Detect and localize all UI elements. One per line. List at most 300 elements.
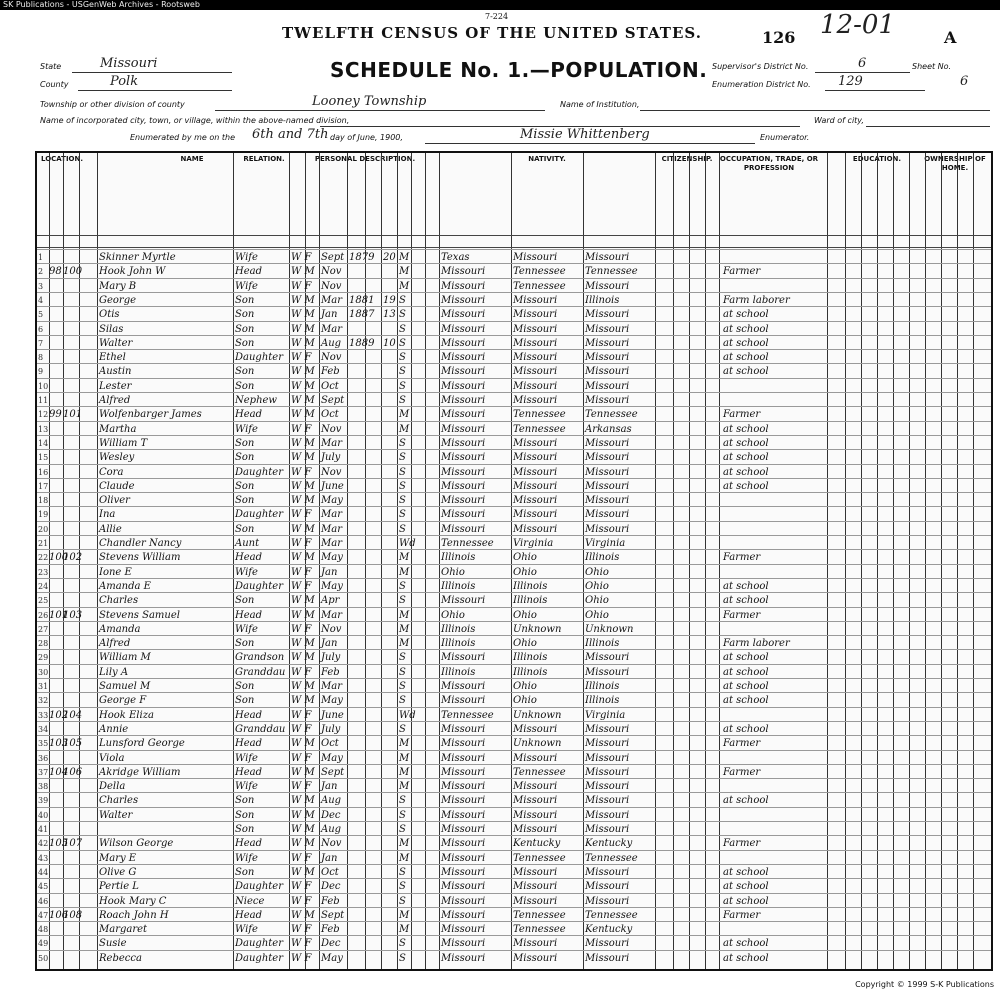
cell-cond: S	[399, 652, 406, 664]
cell-bp: Missouri	[441, 781, 486, 793]
cell-race: W M	[291, 681, 315, 692]
date-value: 6th and 7th	[252, 127, 329, 142]
cell-cond: M	[399, 852, 410, 864]
cell-race: W M	[291, 495, 315, 507]
header-location: LOCATION.	[41, 155, 84, 163]
row-number: 28	[38, 639, 49, 649]
watermark-text: SK Publications - USGenWeb Archives - Rootsweb	[3, 0, 200, 9]
row-number: 41	[38, 825, 49, 834]
cell-race: W F	[291, 752, 312, 764]
cell-race: W F	[291, 952, 312, 964]
cell-fbp: Missouri	[513, 495, 558, 507]
cell-occ: at school	[723, 952, 769, 964]
cell-cond: S	[399, 395, 406, 406]
cell-rel: Wife	[235, 781, 258, 793]
cell-fbp: Unknown	[513, 623, 562, 635]
cell-bp: Missouri	[441, 766, 486, 778]
cell-mo: Aug	[321, 337, 342, 349]
cell-bp: Missouri	[441, 466, 486, 478]
cell-bp: Missouri	[441, 866, 486, 878]
cell-mbp: Ohio	[585, 609, 609, 621]
cell-mo: Aug	[321, 824, 342, 835]
cell-mo: Mar	[321, 294, 342, 306]
cell-mbp: Missouri	[585, 752, 630, 764]
cell-bp: Missouri	[441, 437, 486, 449]
cell-name: Ina	[99, 509, 116, 521]
cell-cond: M	[399, 623, 410, 635]
cell-mbp: Illinois	[585, 552, 620, 564]
cell-mo: Sept	[321, 395, 345, 406]
day-of-label: day of June, 1900,	[330, 133, 403, 142]
cell-mbp: Kentucky	[585, 924, 633, 936]
cell-cond: Wd	[399, 538, 416, 549]
header-relation: RELATION.	[243, 155, 285, 163]
cell-mbp: Missouri	[585, 309, 630, 321]
cell-occ: at school	[723, 938, 769, 950]
cell-fbp: Missouri	[513, 294, 558, 306]
row-number: 9	[38, 367, 44, 377]
cell-cond: M	[399, 738, 410, 750]
cell-rel: Wife	[235, 566, 258, 578]
cell-bp: Missouri	[441, 309, 486, 321]
cell-bp: Missouri	[441, 809, 486, 821]
cell-rel: Head	[235, 909, 263, 921]
cell-race: W M	[291, 824, 315, 835]
cell-mbp: Missouri	[585, 323, 630, 335]
cell-mbp: Illinois	[585, 294, 620, 306]
copyright-notice: Copyright © 1999 S-K Publications	[855, 980, 994, 989]
cell-fbp: Missouri	[513, 309, 558, 321]
cell-name: William T	[99, 437, 148, 449]
cell-mo: Nov	[321, 838, 342, 850]
cell-race: W F	[291, 938, 312, 950]
cell-name: Cora	[99, 466, 124, 478]
cell-bp: Missouri	[441, 280, 486, 292]
cell-rel: Son	[235, 809, 255, 821]
cell-mo: Oct	[321, 738, 339, 750]
cell-cond: S	[399, 352, 406, 364]
cell-mo: May	[321, 495, 343, 507]
cell-rel: Daughter	[235, 509, 283, 521]
cell-mbp: Missouri	[585, 809, 630, 821]
cell-race: W M	[291, 638, 315, 650]
cell-mo: Jan	[321, 309, 338, 321]
cell-cond: S	[399, 480, 406, 492]
cell-fbp: Ohio	[513, 566, 537, 578]
cell-mo: Dec	[321, 938, 341, 950]
cell-fbp: Missouri	[513, 466, 558, 478]
row-number: 20	[38, 524, 49, 534]
cell-rel: Granddau	[235, 723, 286, 735]
cell-race: W M	[291, 337, 315, 349]
header-ownership: OWNERSHIP OF HOME.	[924, 155, 986, 172]
cell-fbp: Missouri	[513, 437, 558, 449]
cell-mo: Sept	[321, 909, 345, 921]
cell-occ: at school	[723, 366, 769, 378]
cell-rel: Daughter	[235, 938, 283, 950]
cell-bp: Ohio	[441, 609, 465, 621]
row-number: 21	[38, 539, 49, 548]
cell-occ: Farm laborer	[723, 294, 790, 306]
cell-cond: S	[399, 723, 406, 735]
cell-fbp: Missouri	[513, 366, 558, 378]
census-title: TWELFTH CENSUS OF THE UNITED STATES.	[282, 24, 702, 42]
cell-bp: Missouri	[441, 409, 486, 421]
page-number: 126	[762, 28, 796, 47]
row-number: 8	[38, 353, 44, 363]
cell-race: W F	[291, 509, 312, 521]
cell-cond: S	[399, 466, 406, 478]
cell-name: Hook Eliza	[99, 709, 154, 721]
cell-mo: Mar	[321, 681, 342, 692]
cell-fbp: Tennessee	[513, 266, 566, 278]
cell-fbp: Missouri	[513, 523, 558, 535]
cell-fbp: Missouri	[513, 723, 558, 735]
cell-rel: Granddau	[235, 666, 286, 678]
cell-age: 10	[383, 337, 396, 349]
cell-bp: Missouri	[441, 795, 486, 807]
cell-name: Austin	[99, 366, 132, 378]
row-number: 43	[38, 853, 49, 863]
cell-bp: Missouri	[441, 509, 486, 521]
cell-cond: M	[399, 909, 410, 921]
cell-fbp: Tennessee	[513, 280, 566, 292]
cell-bp: Tennessee	[441, 709, 494, 721]
table-row	[37, 950, 991, 967]
row-number: 47	[38, 910, 49, 920]
cell-cond: S	[399, 509, 406, 521]
cell-bp: Missouri	[441, 752, 486, 764]
cell-mo: July	[321, 652, 341, 664]
cell-fbp: Tennessee	[513, 409, 566, 421]
cell-race: W M	[291, 294, 315, 306]
row-number: 3	[38, 281, 44, 291]
cell-mo: June	[321, 480, 344, 492]
cell-name: Silas	[99, 323, 124, 335]
cell-bp: Tennessee	[441, 538, 494, 549]
cell-mbp: Arkansas	[585, 423, 632, 435]
row-number: 35	[38, 739, 49, 749]
cell-name: Hook John W	[99, 266, 166, 278]
cell-occ: Farmer	[723, 838, 761, 850]
cell-bp: Missouri	[441, 266, 486, 278]
cell-dw: 100	[49, 552, 69, 564]
cell-mbp: Missouri	[585, 523, 630, 535]
cell-rel: Head	[235, 266, 263, 278]
cell-bp: Missouri	[441, 452, 486, 464]
cell-race: W M	[291, 380, 315, 392]
cell-race: W F	[291, 881, 312, 893]
cell-bp: Illinois	[441, 580, 476, 592]
cell-name: Roach John H	[99, 909, 169, 921]
cell-mbp: Missouri	[585, 337, 630, 349]
cell-rel: Daughter	[235, 952, 283, 964]
cell-cond: M	[399, 252, 410, 263]
cell-occ: at school	[723, 580, 769, 592]
cell-fbp: Unknown	[513, 709, 562, 721]
cell-mbp: Missouri	[585, 824, 630, 835]
cell-fbp: Missouri	[513, 866, 558, 878]
cell-bp: Missouri	[441, 681, 486, 692]
schedule-title: SCHEDULE No. 1.—POPULATION.	[330, 58, 708, 82]
cell-mo: Mar	[321, 523, 342, 535]
row-number: 1	[38, 253, 44, 262]
census-table	[35, 151, 993, 971]
cell-bp: Illinois	[441, 638, 476, 650]
cell-occ: at school	[723, 423, 769, 435]
cell-race: W F	[291, 623, 312, 635]
cell-occ: at school	[723, 895, 769, 907]
cell-race: W M	[291, 795, 315, 807]
cell-name: Alfred	[99, 638, 131, 650]
cell-cond: S	[399, 824, 406, 835]
cell-mbp: Missouri	[585, 652, 630, 664]
cell-mo: Jan	[321, 638, 338, 650]
cell-fbp: Illinois	[513, 580, 548, 592]
cell-fbp: Tennessee	[513, 423, 566, 435]
cell-race: W M	[291, 395, 315, 406]
cell-race: W F	[291, 924, 312, 936]
cell-name: Samuel M	[99, 681, 151, 692]
cell-mbp: Illinois	[585, 681, 620, 692]
cell-mbp: Missouri	[585, 952, 630, 964]
cell-cond: M	[399, 781, 410, 793]
cell-name: Hook Mary C	[99, 895, 167, 907]
cell-race: W M	[291, 309, 315, 321]
cell-cond: S	[399, 895, 406, 907]
cell-name: Rebecca	[99, 952, 142, 964]
county-label: County	[40, 80, 69, 89]
cell-fam: 103	[63, 609, 83, 621]
cell-bp: Missouri	[441, 952, 486, 964]
row-number: 42	[38, 839, 49, 849]
cell-mo: Mar	[321, 538, 342, 549]
cell-name: Allie	[99, 523, 122, 535]
cell-occ: at school	[723, 323, 769, 335]
cell-mo: Nov	[321, 623, 342, 635]
cell-rel: Nephew	[235, 395, 277, 406]
cell-mo: May	[321, 552, 343, 564]
cell-fbp: Illinois	[513, 652, 548, 664]
header-nativity: NATIVITY.	[528, 155, 566, 163]
state-value: Missouri	[100, 56, 158, 71]
cell-race: W M	[291, 652, 315, 664]
cell-race: W M	[291, 480, 315, 492]
cell-name: Mary B	[99, 280, 137, 292]
cell-name: Wesley	[99, 452, 135, 464]
row-number: 14	[38, 438, 49, 448]
cell-cond: S	[399, 595, 406, 607]
row-number: 16	[38, 467, 49, 477]
cell-fbp: Illinois	[513, 666, 548, 678]
cell-mo: Nov	[321, 352, 342, 364]
cell-rel: Wife	[235, 423, 258, 435]
cell-cond: M	[399, 766, 410, 778]
sheet-value: 6	[960, 74, 969, 89]
row-number: 17	[38, 481, 49, 491]
row-number: 19	[38, 510, 49, 520]
cell-name: Amanda E	[99, 580, 151, 592]
cell-bp: Missouri	[441, 938, 486, 950]
cell-mbp: Missouri	[585, 480, 630, 492]
cell-rel: Son	[235, 337, 255, 349]
header-citizenship: CITIZENSHIP.	[661, 155, 713, 163]
cell-name: Pertie L	[99, 881, 139, 893]
cell-name: Skinner Myrtle	[99, 252, 176, 263]
cell-occ: Farmer	[723, 409, 761, 421]
cell-name: Ione E	[99, 566, 132, 578]
cell-dw: 101	[49, 609, 69, 621]
cell-occ: Farmer	[723, 552, 761, 564]
cell-bp: Missouri	[441, 723, 486, 735]
cell-fbp: Missouri	[513, 352, 558, 364]
cell-rel: Son	[235, 323, 255, 335]
cell-rel: Head	[235, 766, 263, 778]
cell-mo: Jan	[321, 852, 338, 864]
cell-cond: S	[399, 866, 406, 878]
enumeration-label: Enumeration District No.	[712, 80, 811, 89]
row-number: 31	[38, 682, 49, 691]
cell-yr: 1879	[349, 252, 375, 263]
cell-occ: at school	[723, 352, 769, 364]
cell-mbp: Missouri	[585, 895, 630, 907]
state-label: State	[40, 62, 62, 71]
cell-bp: Missouri	[441, 380, 486, 392]
row-number: 25	[38, 596, 49, 606]
cell-bp: Missouri	[441, 366, 486, 378]
cell-mo: Jan	[321, 781, 338, 793]
cell-rel: Son	[235, 495, 255, 507]
cell-fbp: Tennessee	[513, 766, 566, 778]
cell-fbp: Missouri	[513, 881, 558, 893]
cell-bp: Missouri	[441, 881, 486, 893]
cell-yr: 1887	[349, 309, 375, 321]
cell-mbp: Missouri	[585, 452, 630, 464]
cell-mbp: Ohio	[585, 595, 609, 607]
cell-mbp: Missouri	[585, 495, 630, 507]
cell-rel: Son	[235, 695, 255, 707]
cell-name: William M	[99, 652, 151, 664]
cell-bp: Missouri	[441, 652, 486, 664]
cell-mbp: Missouri	[585, 280, 630, 292]
cell-rel: Wife	[235, 924, 258, 936]
cell-fbp: Missouri	[513, 452, 558, 464]
cell-name: Wolfenbarger James	[99, 409, 202, 421]
cell-rel: Wife	[235, 252, 258, 263]
cell-race: W M	[291, 809, 315, 821]
cell-mbp: Ohio	[585, 566, 609, 578]
cell-rel: Head	[235, 609, 263, 621]
cell-race: W F	[291, 852, 312, 864]
cell-race: W F	[291, 723, 312, 735]
cell-mo: July	[321, 723, 341, 735]
cell-mbp: Missouri	[585, 938, 630, 950]
row-number: 23	[38, 567, 49, 577]
cell-name: Alfred	[99, 395, 131, 406]
cell-name: Walter	[99, 809, 133, 821]
cell-rel: Head	[235, 738, 263, 750]
cell-bp: Missouri	[441, 738, 486, 750]
cell-occ: at school	[723, 437, 769, 449]
row-number: 37	[38, 767, 49, 777]
cell-mbp: Ohio	[585, 580, 609, 592]
cell-name: Viola	[99, 752, 125, 764]
form-number: 7-224	[485, 12, 509, 21]
sheet-letter: A	[944, 28, 957, 47]
row-number: 50	[38, 953, 49, 963]
cell-cond: M	[399, 409, 410, 421]
cell-mo: Dec	[321, 881, 341, 893]
row-number: 24	[38, 581, 49, 591]
cell-bp: Texas	[441, 252, 470, 263]
cell-fbp: Ohio	[513, 552, 537, 564]
cell-cond: S	[399, 952, 406, 964]
cell-fam: 100	[63, 266, 83, 278]
cell-mo: Feb	[321, 924, 340, 936]
cell-race: W M	[291, 266, 315, 278]
cell-bp: Missouri	[441, 480, 486, 492]
cell-cond: S	[399, 366, 406, 378]
cell-occ: at school	[723, 466, 769, 478]
cell-occ: at school	[723, 337, 769, 349]
cell-cond: Wd	[399, 709, 416, 721]
cell-mbp: Missouri	[585, 466, 630, 478]
cell-cond: S	[399, 809, 406, 821]
cell-bp: Missouri	[441, 824, 486, 835]
supervisor-value: 6	[858, 56, 867, 71]
cell-mo: Mar	[321, 509, 342, 521]
cell-rel: Daughter	[235, 580, 283, 592]
cell-rel: Wife	[235, 280, 258, 292]
institution-label: Name of Institution,	[560, 100, 640, 109]
enumerated-label: Enumerated by me on the	[130, 133, 236, 142]
cell-rel: Son	[235, 437, 255, 449]
cell-mbp: Missouri	[585, 866, 630, 878]
cell-rel: Son	[235, 523, 255, 535]
row-number: 13	[38, 424, 49, 434]
cell-rel: Son	[235, 638, 255, 650]
cell-occ: at school	[723, 681, 769, 692]
row-number: 12	[38, 410, 49, 420]
cell-mo: Feb	[321, 666, 340, 678]
row-number: 4	[38, 295, 44, 305]
watermark-bar	[0, 0, 1000, 10]
cell-fbp: Missouri	[513, 480, 558, 492]
cell-mo: Nov	[321, 466, 342, 478]
cell-mbp: Missouri	[585, 252, 630, 263]
header-education: EDUCATION.	[852, 155, 902, 163]
cell-occ: at school	[723, 652, 769, 664]
row-number: 30	[38, 667, 49, 677]
row-number: 45	[38, 882, 49, 892]
cell-race: W F	[291, 352, 312, 364]
cell-occ: at school	[723, 452, 769, 464]
cell-fbp: Ohio	[513, 638, 537, 650]
row-number: 5	[38, 310, 44, 320]
cell-race: W F	[291, 423, 312, 435]
cell-cond: S	[399, 938, 406, 950]
cell-occ: Farmer	[723, 909, 761, 921]
cell-fbp: Missouri	[513, 952, 558, 964]
cell-race: W F	[291, 709, 312, 721]
cell-mo: May	[321, 580, 343, 592]
cell-race: W F	[291, 666, 312, 678]
cell-name: Walter	[99, 337, 133, 349]
cell-mo: Nov	[321, 280, 342, 292]
cell-rel: Son	[235, 452, 255, 464]
cell-name: Charles	[99, 795, 139, 807]
row-number: 44	[38, 867, 49, 877]
